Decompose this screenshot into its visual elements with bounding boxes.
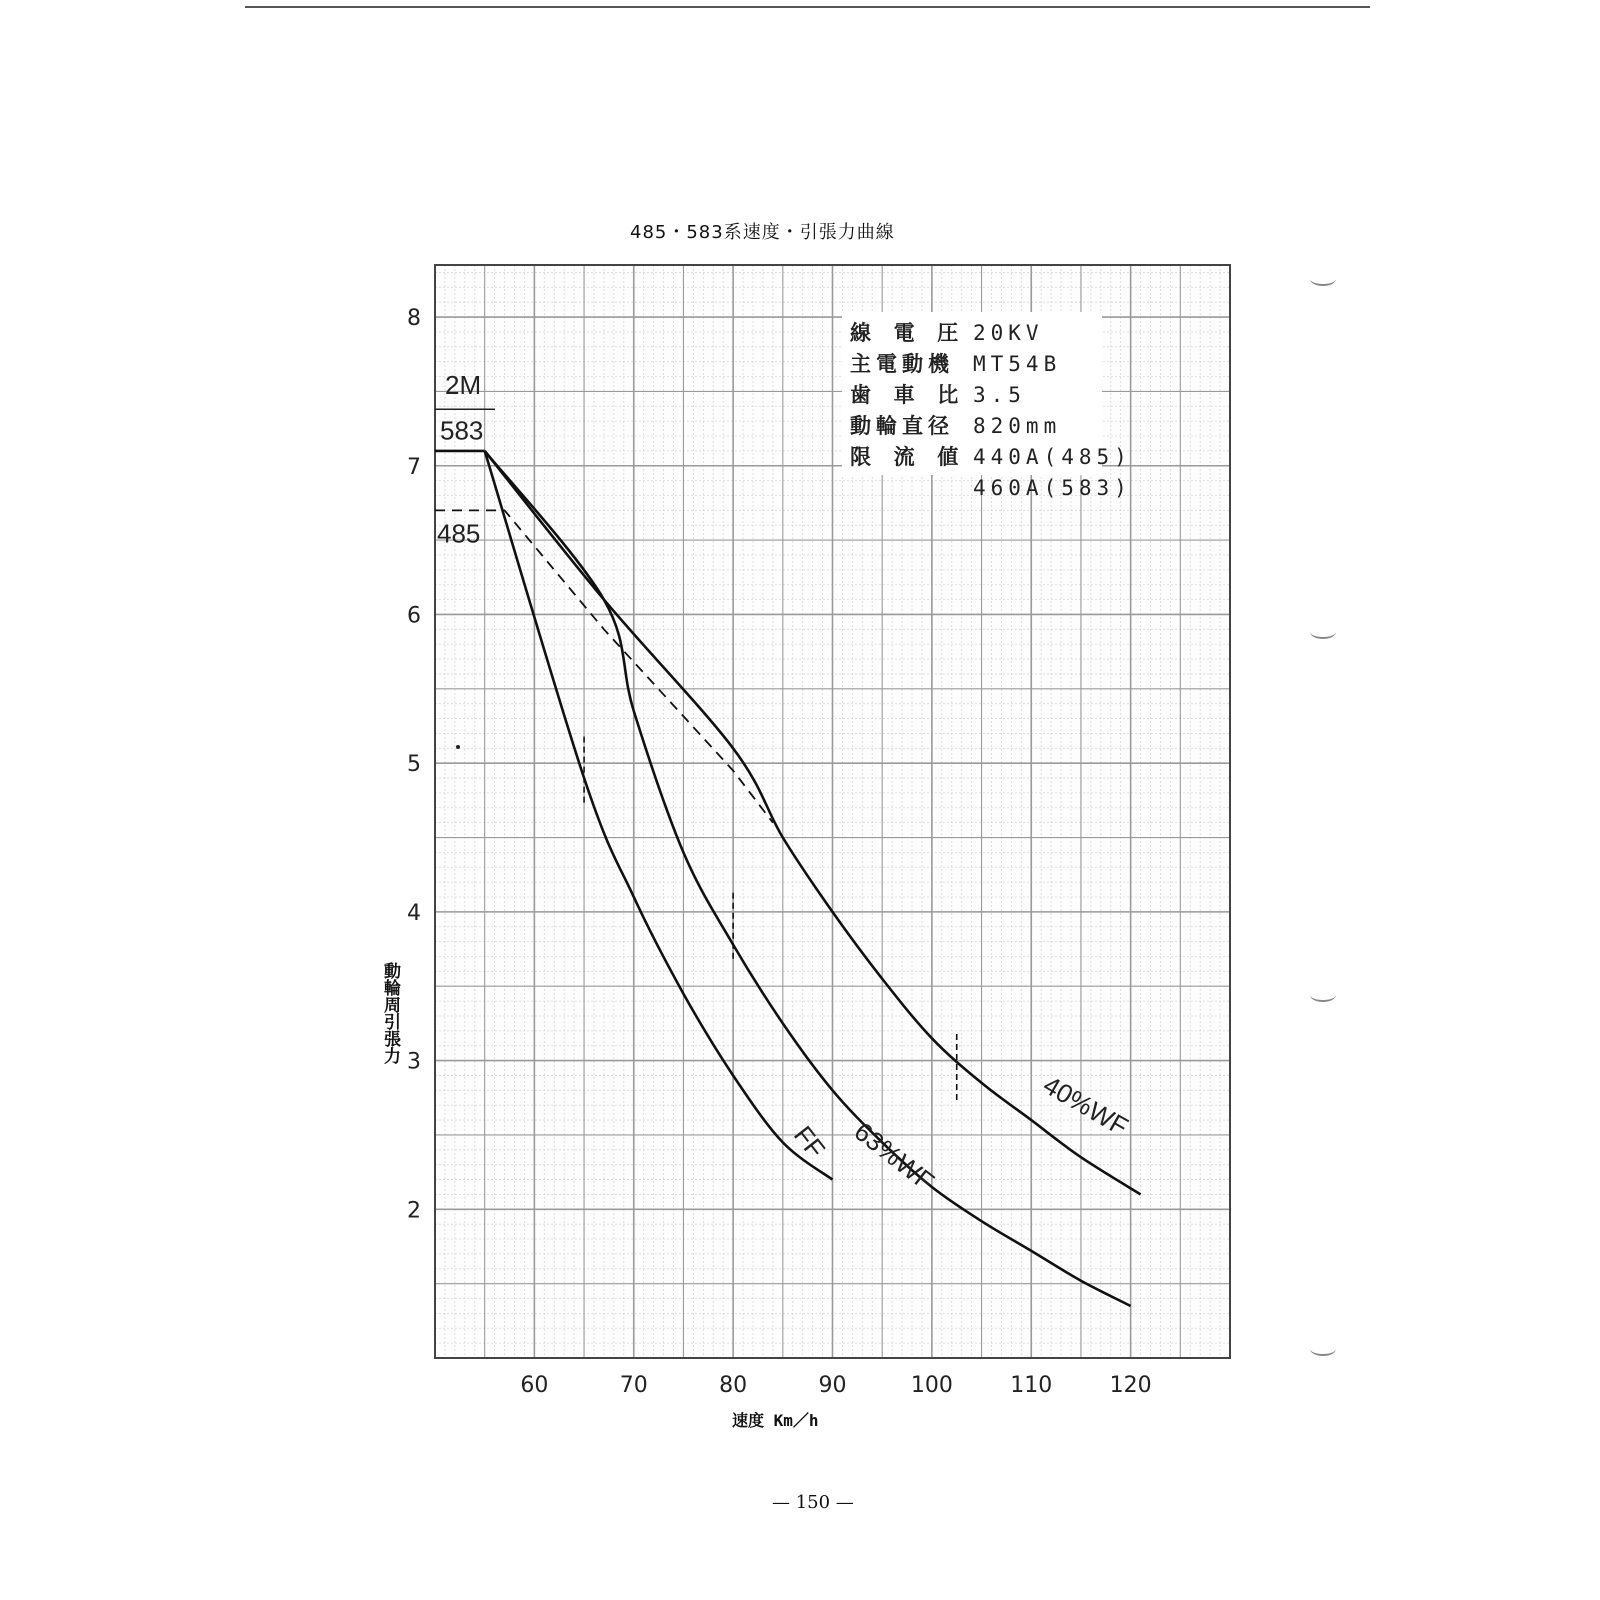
y-axis-label: 動輪周引張力 [380, 962, 400, 1064]
spec-value: MT54B [973, 352, 1062, 376]
spec-label: 線 電 圧 [850, 321, 964, 345]
series-label: FF [788, 1120, 832, 1164]
spec-value: 820mm [973, 414, 1062, 438]
series-label: 40%WF [1038, 1069, 1134, 1142]
y-tick-label: 5 [407, 752, 421, 778]
y-tick-label: 8 [407, 306, 421, 332]
spec-label: 主電動機 [850, 352, 954, 376]
spec-label: 限 流 値 [850, 445, 964, 469]
x-tick-label: 90 [818, 1373, 847, 1398]
y-tick-label: 2 [407, 1198, 421, 1224]
spec-label: 歯 車 比 [850, 383, 964, 407]
series-label: 63%WF [848, 1116, 941, 1197]
x-tick-label: 70 [619, 1373, 648, 1398]
x-tick-label: 100 [910, 1373, 953, 1398]
stray-dot [456, 745, 460, 749]
x-tick-label: 80 [719, 1373, 748, 1398]
label-485: 485 [437, 518, 481, 549]
label-583: 583 [440, 415, 484, 446]
y-tick-label: 7 [407, 454, 421, 480]
y-tick-label: 4 [407, 900, 421, 926]
page-number: — 150 — [772, 1492, 854, 1513]
x-axis-label: 速度 Km／h [732, 1411, 819, 1430]
y-tick-label: 6 [407, 603, 421, 629]
spec-value: 20KV [973, 321, 1044, 345]
spec-value: 440A(485) [973, 445, 1132, 469]
x-tick-label: 60 [520, 1373, 549, 1398]
y-tick-label: 3 [407, 1049, 421, 1075]
spec-value: 3.5 [973, 383, 1026, 407]
x-tick-label: 120 [1109, 1373, 1152, 1398]
x-tick-label: 110 [1010, 1373, 1053, 1398]
spec-value: 460A(583) [973, 476, 1132, 500]
chart-title: 485・583系速度・引張力曲線 [630, 222, 895, 243]
spec-label: 動輪直径 [850, 414, 954, 438]
label-group-2m: 2M [445, 369, 482, 400]
